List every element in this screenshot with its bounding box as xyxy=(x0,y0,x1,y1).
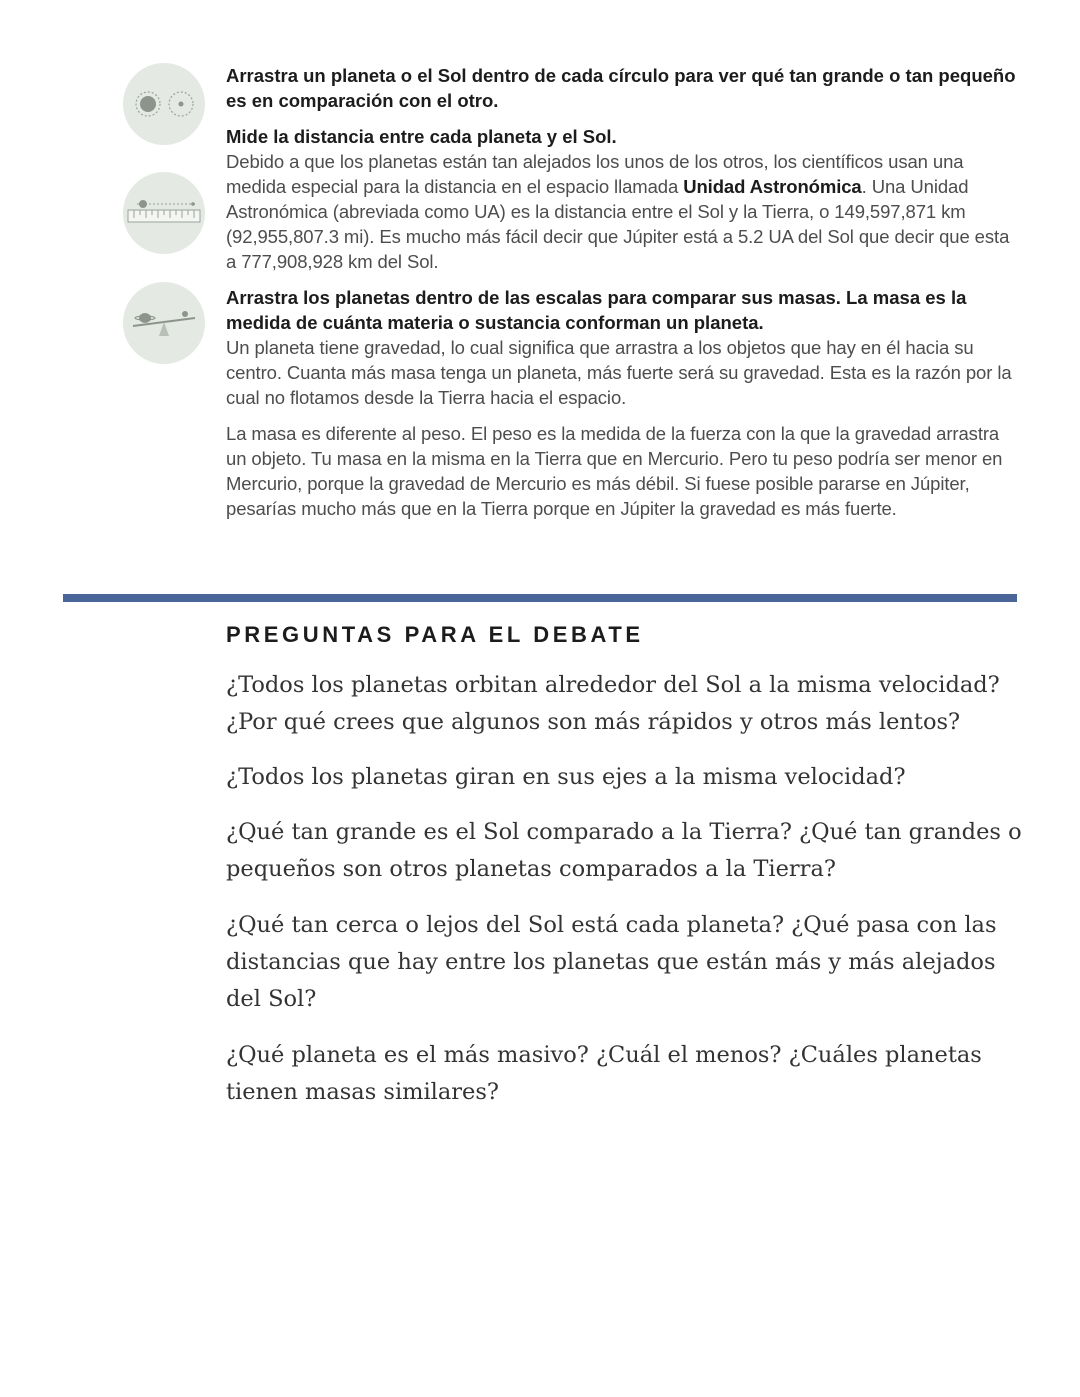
balance-scale-icon xyxy=(123,282,205,364)
question-4: ¿Qué tan cerca o lejos del Sol está cada planeta? ¿Qué pasa con las distancias que hay entre los planetas que están más y más alejados del Sol? xyxy=(226,912,997,1012)
activity-distance-lead: Mide la distancia entre cada planeta y el Sol. xyxy=(226,126,617,147)
activity-size xyxy=(226,63,1016,113)
question-1: ¿Todos los planetas orbitan alrededor del Sol a la misma velocidad? ¿Por qué crees que algunos son más rápidos y otros más lentos? xyxy=(226,672,1000,735)
body-text: . Una Unidad Astronómica (abreviada como UA) es la distancia entre el Sol y la Tierra, o 149,597,871 km (92,955,807.3 mi). Es mucho más fácil decir que Júpiter está a 5.2 UA del Sol que decir que esta a 777,908,928 km del Sol. xyxy=(226,176,1010,272)
question-2: ¿Todos los planetas giran en sus ejes a la misma velocidad? xyxy=(226,764,906,790)
section-divider xyxy=(63,594,1017,602)
mass-vs-weight-paragraph: La masa es diferente al peso. El peso es la medida de la fuerza con la que la gravedad arrastra un objeto. Tu masa en la misma en la Tierra que en Mercurio. Pero tu peso podría ser menor en Mercurio, porque la gravedad de Mercurio es más débil. Si fuese posible pararse en Júpiter, pesarías mucho más que en la Tierra porque en Júpiter la gravedad es más fuerte. xyxy=(226,423,1003,519)
question-3: ¿Qué tan grande es el Sol comparado a la Tierra? ¿Qué tan grandes o pequeños son otros planetas comparados a la Tierra? xyxy=(226,819,1022,882)
activity-mass-lead: Arrastra los planetas dentro de las escalas para comparar sus masas. La masa es la medida de cuánta materia o sustancia conforman un planeta. xyxy=(226,287,967,333)
question-5: ¿Qué planeta es el más masivo? ¿Cuál el menos? ¿Cuáles planetas tienen masas similares? xyxy=(226,1042,982,1105)
activity-mass xyxy=(226,285,1016,521)
size-compare-icon xyxy=(123,63,205,145)
activity-mass-body: Un planeta tiene gravedad, lo cual significa que arrastra a los objetos que hay en él hacia su centro. Cuanta más masa tenga un planeta, más fuerte será su gravedad. Esta es la razón por la cual no flotamos desde la Tierra hacia el espacio. xyxy=(226,337,1012,408)
term-astronomical-unit: Unidad Astronómica xyxy=(683,176,862,197)
activity-distance xyxy=(226,124,1016,274)
activity-distance-body xyxy=(226,149,1016,274)
section-title: PREGUNTAS PARA EL DEBATE xyxy=(226,622,644,647)
activity-size-lead: Arrastra un planeta o el Sol dentro de cada círculo para ver qué tan grande o tan pequeño es en comparación con el otro. xyxy=(226,65,1016,111)
body-text: Debido a que los planetas están tan alejados los unos de los otros, los científicos usan una medida especial para la distancia en el espacio llamada xyxy=(226,151,964,197)
ruler-icon xyxy=(123,172,205,254)
